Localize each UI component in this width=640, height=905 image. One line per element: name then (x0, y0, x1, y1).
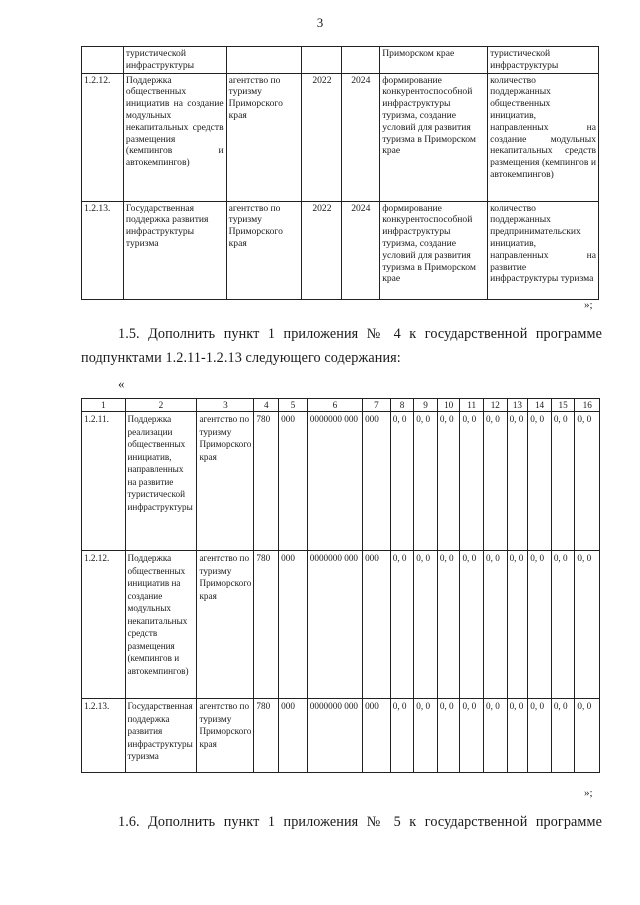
code-section: 000 (279, 412, 308, 551)
code-section: 000 (279, 551, 308, 699)
value-cell: 0, 0 (528, 551, 552, 699)
value-cell: 0, 0 (484, 699, 508, 773)
value-cell: 0, 0 (575, 551, 600, 699)
executor: агентство по туризму Приморского края (226, 201, 302, 299)
value-cell: 0, 0 (437, 699, 460, 773)
value-cell: 0, 0 (575, 699, 600, 773)
value-cell: 0, 0 (414, 412, 438, 551)
end-year: 2024 (342, 201, 380, 299)
table-row (82, 412, 600, 551)
column-header: 8 (390, 399, 414, 412)
value-cell: 0, 0 (390, 699, 414, 773)
measure-name: Поддержка общественных инициатив на создание модульных некапитальных средств размещения (кемпингов и автокемпингов) (125, 551, 197, 699)
value-cell: 0, 0 (460, 551, 484, 699)
value-cell: 0, 0 (507, 412, 528, 551)
value-cell: 0, 0 (575, 412, 600, 551)
column-header: 14 (528, 399, 552, 412)
value-cell: 0, 0 (551, 412, 575, 551)
indicator: количество поддержанных предпринимательских инициатив, направленных на развитие инфраструктуры туризма (488, 201, 599, 299)
executor: агентство по туризму Приморского края (226, 73, 302, 201)
column-header: 9 (414, 399, 438, 412)
code-gov: 780 (254, 412, 279, 551)
code-gov: 780 (254, 699, 279, 773)
table-row (82, 201, 599, 299)
code-type: 000 (363, 699, 391, 773)
table-row (82, 551, 600, 699)
value-cell: 0, 0 (528, 699, 552, 773)
value-cell: 0, 0 (507, 551, 528, 699)
expected-result: формирование конкурентоспособной инфраструктуры туризма, создание условий для развития туризма в Приморском крае (380, 73, 488, 201)
column-header: 4 (254, 399, 279, 412)
start-year: 2022 (302, 73, 342, 201)
table-cell: Приморском крае (380, 47, 488, 74)
executor: агентство по туризму Приморского края (197, 412, 254, 551)
header-row (82, 399, 600, 412)
end-year: 2024 (342, 73, 380, 201)
opening-quote: « (118, 376, 125, 391)
table-cell (342, 47, 380, 74)
code-section: 000 (279, 699, 308, 773)
value-cell: 0, 0 (507, 699, 528, 773)
value-cell: 0, 0 (484, 412, 508, 551)
column-header: 15 (551, 399, 575, 412)
page-number: 3 (316, 15, 324, 30)
value-cell: 0, 0 (528, 412, 552, 551)
table-cell: туристической инфраструктуры (123, 47, 226, 74)
column-header: 5 (279, 399, 308, 412)
table-row-continuation (82, 47, 599, 74)
column-header: 1 (82, 399, 126, 412)
measures-table (81, 46, 599, 300)
column-header: 16 (575, 399, 600, 412)
value-cell: 0, 0 (390, 412, 414, 551)
row-number: 1.2.12. (82, 551, 126, 699)
table-row (82, 699, 600, 773)
paragraph-1-line-1: 1.5. Дополнить пункт 1 приложения № 4 к государственной программе (118, 326, 602, 342)
row-number: 1.2.11. (82, 412, 126, 551)
code-target: 0000000 000 (307, 412, 362, 551)
table-cell (302, 47, 342, 74)
column-header: 11 (460, 399, 484, 412)
expected-result: формирование конкурентоспособной инфраструктуры туризма, создание условий для развития туризма в Приморском крае (380, 201, 488, 299)
value-cell: 0, 0 (437, 412, 460, 551)
column-header: 10 (437, 399, 460, 412)
paragraph-1-line-2: подпунктами 1.2.11-1.2.13 следующего содержания: (81, 350, 401, 366)
funding-table (81, 398, 600, 773)
value-cell: 0, 0 (551, 551, 575, 699)
value-cell: 0, 0 (437, 551, 460, 699)
value-cell: 0, 0 (414, 551, 438, 699)
measure-name: Поддержка реализации общественных инициатив, направленных на развитие туристической инфраструктуры (125, 412, 197, 551)
column-header: 12 (484, 399, 508, 412)
row-number: 1.2.12. (82, 73, 124, 201)
column-header: 13 (507, 399, 528, 412)
closing-quote: »; (584, 299, 593, 311)
measure-name: Государственная поддержка развития инфраструктуры туризма (125, 699, 197, 773)
value-cell: 0, 0 (390, 551, 414, 699)
table-cell: туристической инфраструктуры (488, 47, 599, 74)
code-type: 000 (363, 551, 391, 699)
code-type: 000 (363, 412, 391, 551)
closing-quote: »; (584, 787, 593, 799)
table-row (82, 73, 599, 201)
paragraph-2-line-1: 1.6. Дополнить пункт 1 приложения № 5 к государственной программе (118, 814, 602, 830)
table-cell (82, 47, 124, 74)
table-cell (226, 47, 302, 74)
code-gov: 780 (254, 551, 279, 699)
value-cell: 0, 0 (414, 699, 438, 773)
value-cell: 0, 0 (460, 412, 484, 551)
row-number: 1.2.13. (82, 699, 126, 773)
value-cell: 0, 0 (484, 551, 508, 699)
measure-name: Государственная поддержка развития инфраструктуры туризма (123, 201, 226, 299)
column-header: 6 (307, 399, 362, 412)
executor: агентство по туризму Приморского края (197, 551, 254, 699)
row-number: 1.2.13. (82, 201, 124, 299)
column-header: 7 (363, 399, 391, 412)
measure-name: Поддержка общественных инициатив на создание модульных некапитальных средств размещения (кемпингов и автокемпингов) (123, 73, 226, 201)
column-header: 3 (197, 399, 254, 412)
code-target: 0000000 000 (307, 699, 362, 773)
value-cell: 0, 0 (460, 699, 484, 773)
indicator: количество поддержанных общественных инициатив, направленных на создание модульных некапитальных средств размещения (кемпингов и автокемпингов) (488, 73, 599, 201)
column-header: 2 (125, 399, 197, 412)
value-cell: 0, 0 (551, 699, 575, 773)
code-target: 0000000 000 (307, 551, 362, 699)
start-year: 2022 (302, 201, 342, 299)
executor: агентство по туризму Приморского края (197, 699, 254, 773)
